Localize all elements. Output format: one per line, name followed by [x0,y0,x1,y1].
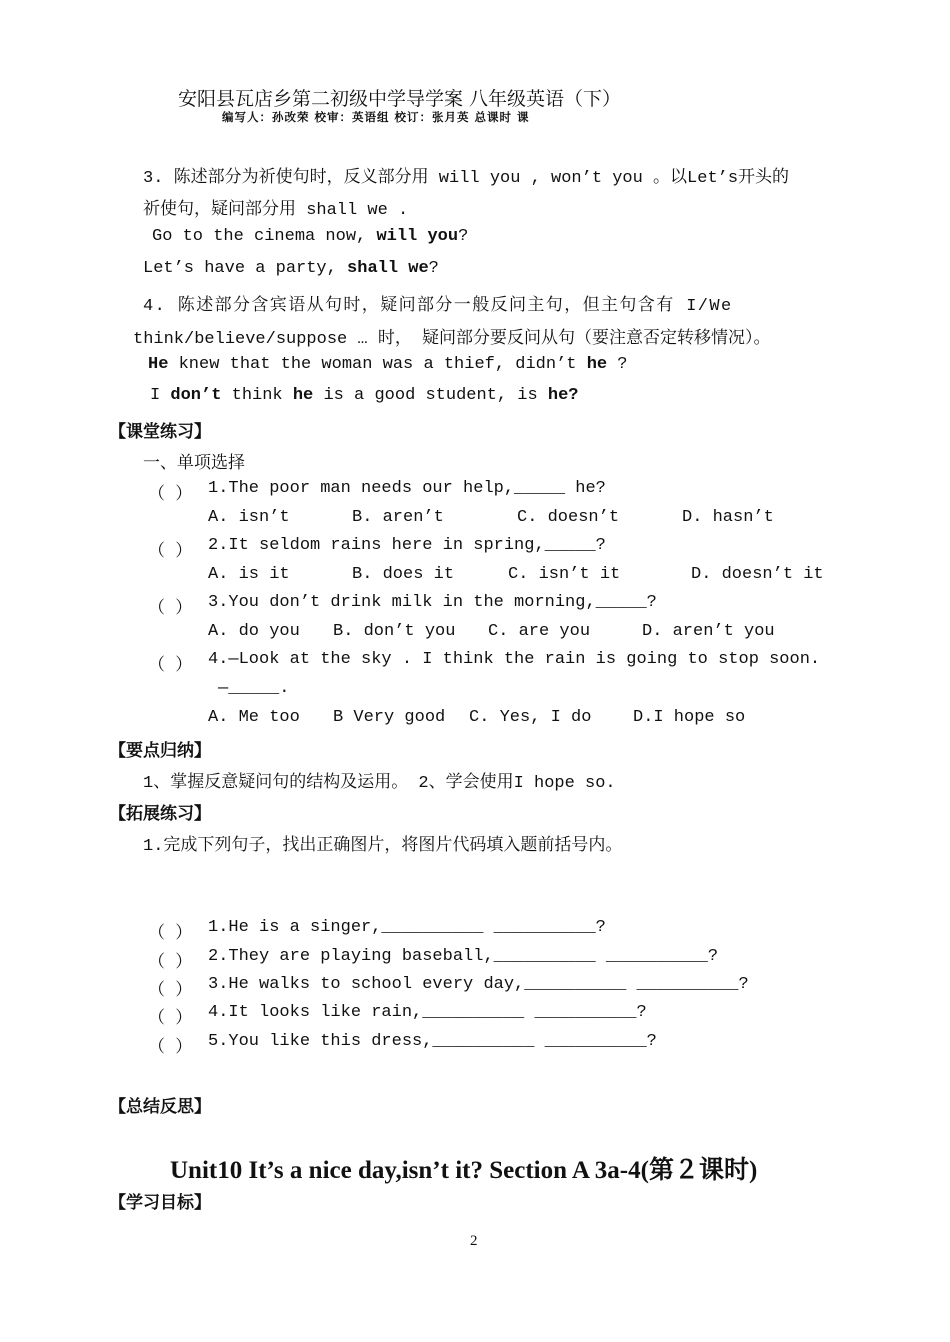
question-2-option-b: B. does it [352,565,455,584]
extension-item-1: 1.He is a singer,__________ __________? [208,918,606,937]
extension-item-3: 3.He walks to school every day,__________ __________? [208,975,749,994]
question-2-option-a: A. is it [208,565,290,584]
question-3-option-b: B. don’t you [333,622,456,641]
question-4: 4.—Look at the sky . I think the rain is going to stop soon. [208,650,821,669]
question-4-paren[interactable]: （ ） [148,657,193,676]
question-3-option-a: A. do you [208,622,300,641]
example-will-you: Go to the cinema now, will you? [152,227,469,246]
question-2: 2.It seldom rains here in spring,_____? [208,536,606,555]
learning-goals-heading: 【学习目标】 [109,1193,211,1213]
question-3-option-c: C. are you [488,622,591,641]
question-3-option-d: D. aren’t you [642,622,775,641]
header-title: 安阳县瓦店乡第二初级中学导学案 八年级英语（下） [178,88,622,110]
summary-heading: 【总结反思】 [109,1097,211,1117]
header-subtitle: 编写人：孙改荣 校审：英语组 校订：张月英 总课时 课 [222,110,530,124]
extension-item-5: 5.You like this dress,__________ __________? [208,1032,657,1051]
question-4-reply: —_____. [218,679,290,698]
question-1-option-d: D. hasn’t [682,508,774,527]
classroom-practice-heading: 【课堂练习】 [109,422,211,442]
extension-item-1-paren[interactable]: （ ） [148,925,193,944]
question-3: 3.You don’t drink milk in the morning,_____? [208,593,657,612]
rule4-line2: think/believe/suppose … 时， 疑问部分要反问从句（要注意否定转移情况）。 [133,330,771,349]
question-3-paren[interactable]: （ ） [148,600,193,619]
example-shall-we: Let’s have a party, shall we? [143,259,439,278]
rule4-line1: 4. 陈述部分含宾语从句时，疑问部分一般反问主句，但主句含有 I/We [143,297,733,316]
question-2-option-c: C. isn’t it [508,565,621,584]
example-object-clause: He knew that the woman was a thief, didn’t he ? [148,355,628,374]
question-2-option-d: D. doesn’t it [691,565,824,584]
key-points-heading: 【要点归纳】 [109,741,211,761]
example-negative-transfer: I don’t think he is a good student, is he? [150,386,579,405]
question-1: 1.The poor man needs our help,_____ he? [208,479,606,498]
question-4-option-d: D.I hope so [633,708,746,727]
question-2-paren[interactable]: （ ） [148,543,193,562]
question-4-option-a: A. Me too [208,708,300,727]
question-4-option-b: B Very good [333,708,446,727]
page-number: 2 [470,1233,478,1249]
unit-title: Unit10 It’s a nice day,isn’t it? Section A 3a-4(第２课时) [170,1157,758,1184]
question-1-option-b: B. aren’t [352,508,444,527]
question-4-option-c: C. Yes, I do [469,708,592,727]
extension-item-4: 4.It looks like rain,__________ __________? [208,1003,647,1022]
extension-item-4-paren[interactable]: （ ） [148,1010,193,1029]
question-1-option-a: A. isn’t [208,508,290,527]
rule3-line1: 3. 陈述部分为祈使句时，反义部分用 will you , won’t you 。以Let’s开头的 [143,169,790,188]
single-choice-subheading: 一、单项选择 [143,453,245,473]
extension-instruction: 1.完成下列句子，找出正确图片，将图片代码填入题前括号内。 [143,837,623,856]
question-1-paren[interactable]: （ ） [148,486,193,505]
question-1-option-c: C. doesn’t [517,508,620,527]
extension-item-2: 2.They are playing baseball,__________ __________? [208,947,719,966]
extension-item-2-paren[interactable]: （ ） [148,954,193,973]
rule3-line2: 祈使句，疑问部分用 shall we . [143,201,409,220]
key-points-text: 1、掌握反意疑问句的结构及运用。 2、学会使用I hope so. [143,774,616,793]
extension-item-5-paren[interactable]: （ ） [148,1039,193,1058]
extension-practice-heading: 【拓展练习】 [109,804,211,824]
extension-item-3-paren[interactable]: （ ） [148,982,193,1001]
